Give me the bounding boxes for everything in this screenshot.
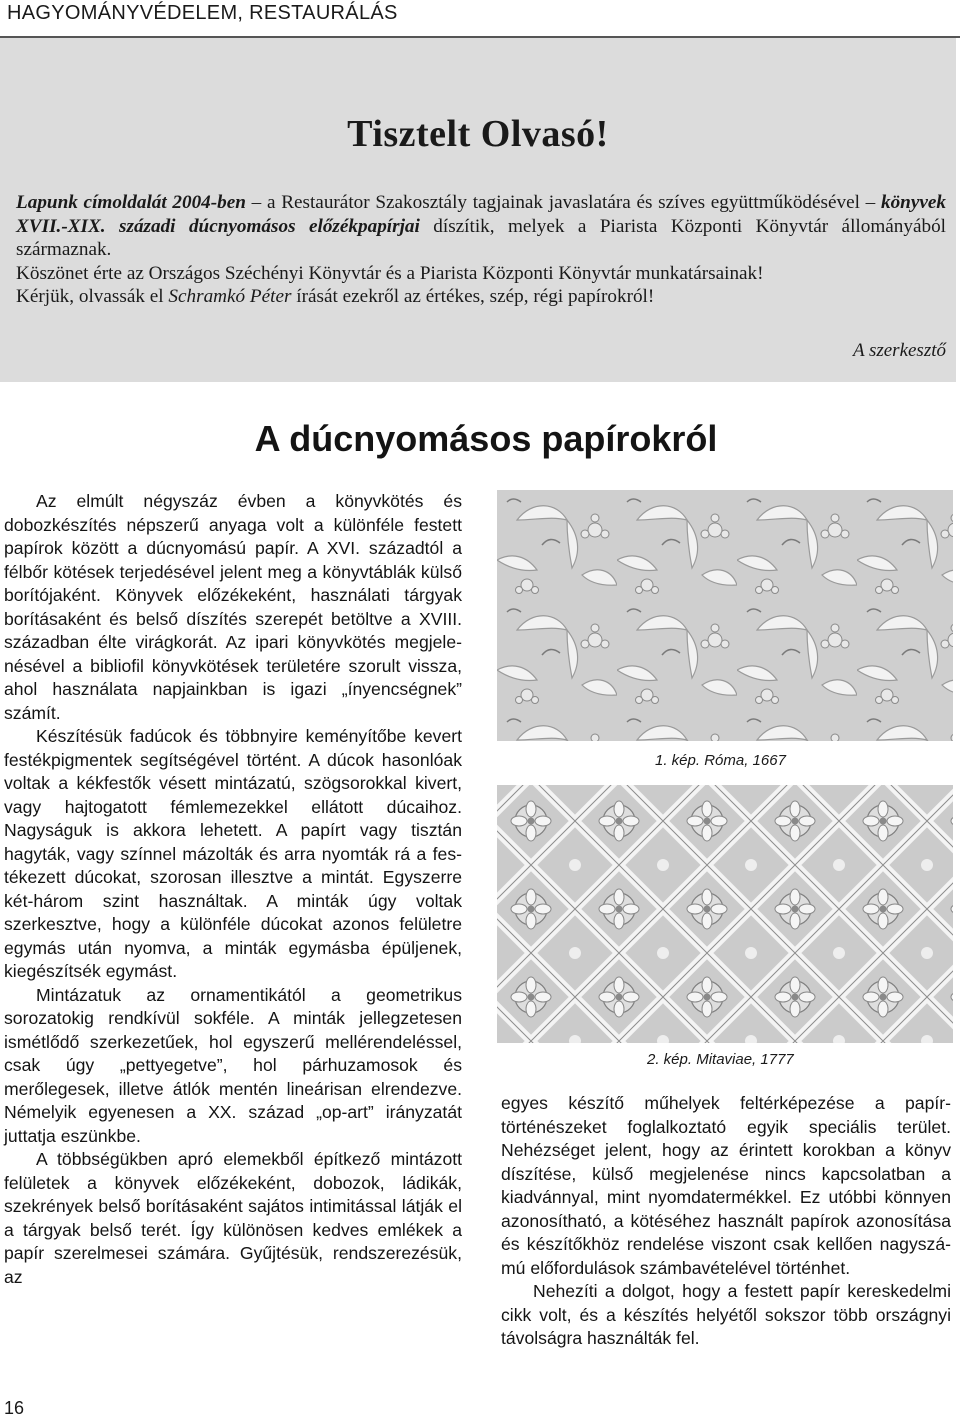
figure-2-caption: 2. kép. Mitaviae, 1777	[647, 1051, 794, 1068]
figure-1-caption: 1. kép. Róma, 1667	[655, 752, 786, 769]
article-paragraph: Az elmúlt négyszáz évben a könyvkötés és dobozkészítés népszerű anyaga volt a különféle festett papírok között a dúcnyomású papír. A XVI. századtól a félbőr kötések terjedésével jelent meg a könyvtáblák külső borítójaként. Könyvek előzékeként, használati tárgyak borításaként és belső díszítés szerepét betöltve a XVIII. században élte virágkorát. Az ipari könyvkötés megjelenésével a bibliofil könyvkötések területére szorult vissza, ahol használata napjainkban is igazi „ínyencségnek” számít.	[4, 491, 462, 723]
article-right-column	[501, 1092, 951, 1351]
figure-1-image	[497, 490, 953, 741]
article-paragraph: A többségükben apró elemekből építkező mintázott felületek a könyvek előzékeként, dobozok, ládikák, szekrények belső borításaként sajátos intimitással látják el a tárgyak belső terét. Így különösen kedves emlékek a papír szerelmesei számára. Gyűjtésük, rendszerezésük, az	[4, 1149, 462, 1287]
article-left-column	[4, 490, 462, 1289]
intro-title: Tisztelt Olvasó!	[347, 113, 609, 155]
figure-2-image	[497, 785, 953, 1043]
intro-paragraph-2: Köszönet érte az Országos Széchényi Könyvtár és a Piarista Központi Könyvtár munkatársainak!	[16, 262, 764, 284]
section-header: HAGYOMÁNYVÉDELEM, RESTAURÁLÁS	[7, 2, 398, 24]
article-paragraph: egyes készítő műhelyek feltérképezése a papírtörténészeket foglalkoztató egyik speciális terület. Nehézséget jelent, hogy az érintett korokban a könyv díszítése, külső megjelenése nincs kapcsolatban a kiadvánnyal, mint nyomdatermékkel. Ez utóbbi könnyen azonosítható, a kötéséhez használt papírok azonosítása és készítőkhöz rendelése viszont csak kellően nagyszámú előfordulások számbavételével történhet.	[501, 1093, 951, 1278]
intro-paragraph-3: Kérjük, olvassák el Schramkó Péter írását ezekről az értékes, szép, régi papírokról!	[16, 286, 655, 308]
article-title: A dúcnyomásos papírokról	[254, 418, 718, 459]
intro-text	[16, 191, 946, 309]
article-paragraph: Nehezíti a dolgot, hogy a festett papír kereskedelmi cikk volt, és a készítés helyétől sokszor több országnyi távolságra használták fel.	[501, 1281, 951, 1348]
article-paragraph: Mintázatuk az ornamentikától a geometrikus sorozatokig rendkívül sokféle. A minták jellegzetesen ismétlődő szerkezetűek, hol egyszerű mellérendeléssel, csak úgy „pettyegetve”, hol párhuzamosok és merőlegesek, illetve átlók mentén lineárisan elrendezve. Némelyik egyenesen a XX. század „op-art” irányzatát juttatja eszünkbe.	[4, 984, 462, 1146]
intro-signature: A szerkesztő	[852, 340, 946, 361]
intro-paragraph-1: Lapunk címoldalát 2004-ben – a Restaurátor Szakosztály tagjainak javaslatára és szíves együttműködésével – könyvek XVII.-XIX. századi dúcnyomásos előzékpapírjai díszítik, melyek a Piarista Központi Könyvtár állományából származnak.	[16, 192, 946, 261]
page-number: 16	[4, 1398, 25, 1418]
article-paragraph: Készítésük fadúcok és többnyire keményítőbe kevert festékpigmentek segítségével történt. A dúcok hasonlóak voltak a kékfestők vésett mintázatú, szögsorokkal kivert, vagy hajtogatott fémlemezekkel ellátott dúcaihoz. Nagyságuk is akkora lehetett. A papírt vagy tisztán hagyták, vagy színnel mázolták és arra nyomták rá a festékezett dúcokat, szorosan illesztve a mintát. Egyszerre két-három szint használtak. A minták úgy voltak szerkesztve, hogy a különféle dúcokat azonos felületre egymás után nyomva, a minták egymásba épüljenek, kiegészítsék egymást.	[4, 726, 462, 981]
